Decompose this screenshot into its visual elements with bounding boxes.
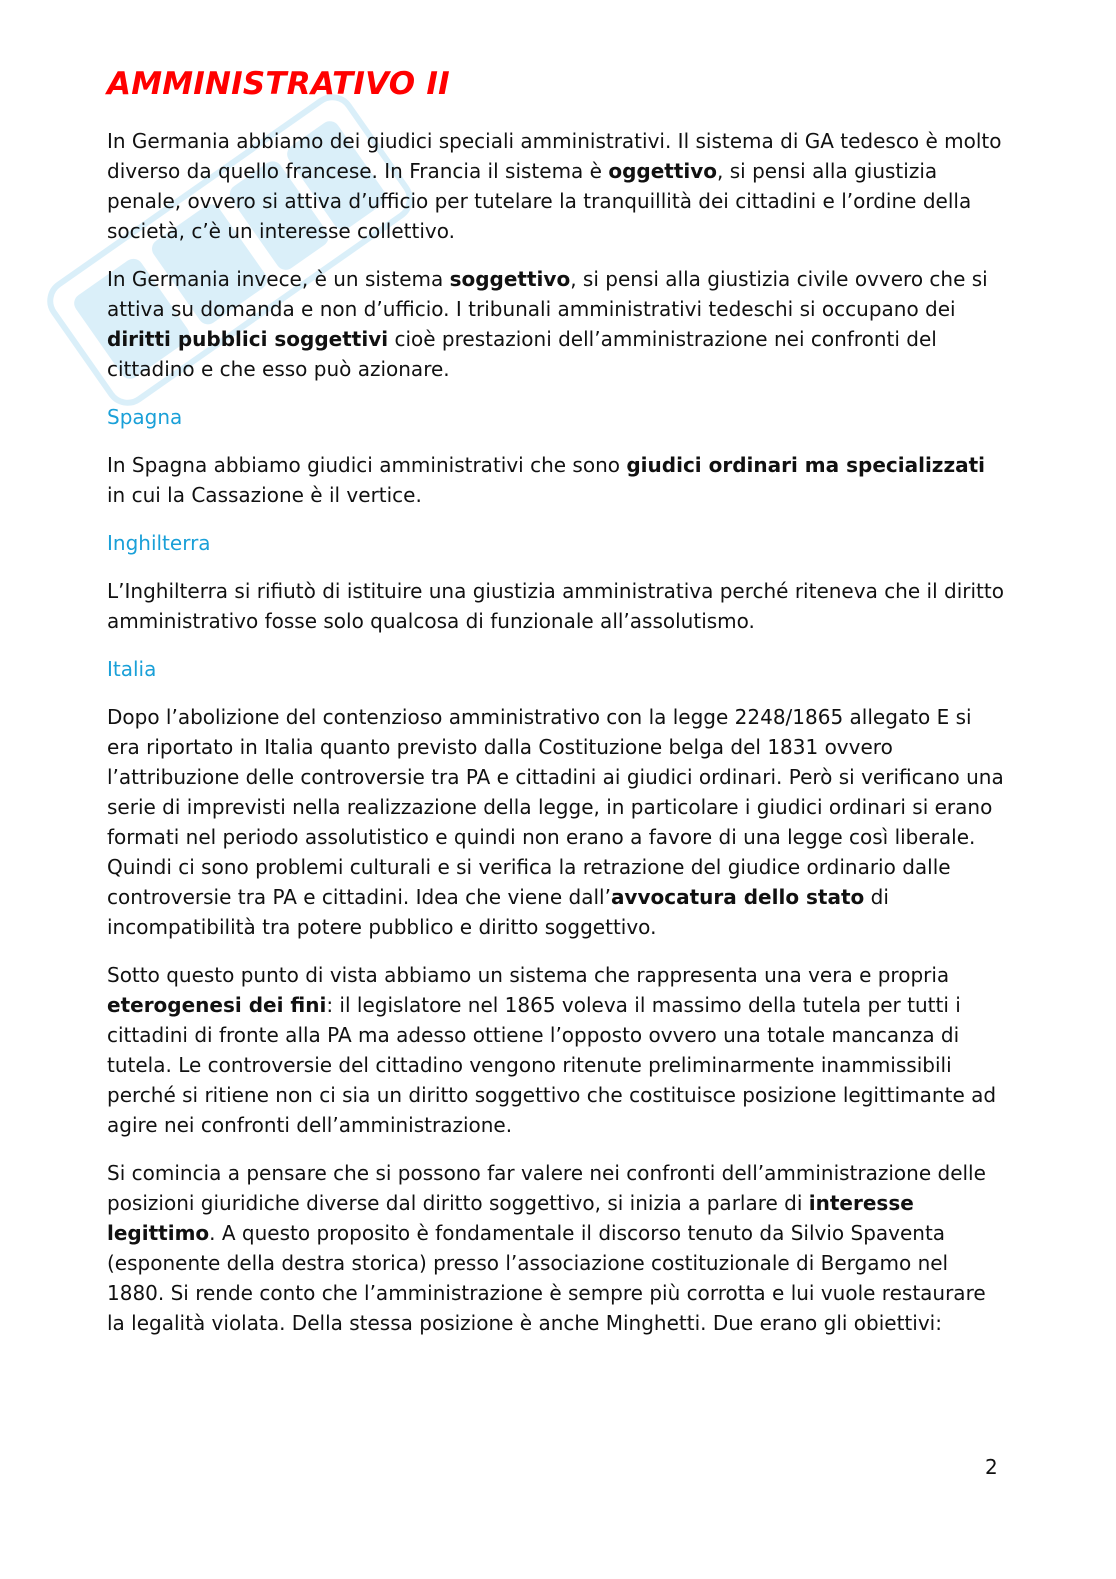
document-page [107,62,1007,1356]
document-body [107,126,1007,1338]
text-run: Si comincia a pensare che si possono far valere nei confronti dell’amministrazione delle posizioni giuridiche diverse dal diritto soggettivo, si inizia a parlare di [107,1161,986,1215]
bold-term: interesse legittimo [107,1191,914,1245]
section-heading: Spagna [107,405,183,429]
bold-term: diritti pubblici soggettivi [107,327,389,351]
text-run: In Germania abbiamo dei giudici speciali amministrativi. Il sistema di GA tedesco è molto diverso da quello francese. In Francia il sistema è [107,129,1002,183]
paragraph [107,960,1007,1140]
text-run: in cui la Cassazione è il vertice. [107,483,422,507]
text-run: L’Inghilterra si rifiutò di istituire una giustizia amministrativa perché riteneva che il diritto amministrativo fosse solo qualcosa di funzionale all’assolutismo. [107,579,1004,633]
text-run: Dopo l’abolizione del contenzioso amministrativo con la legge 2248/1865 allegato E si era riportato in Italia quanto previsto dalla Costituzione belga del 1831 ovvero l’attribuzione delle controversie tra PA e cittadini ai giudici ordinari. Però si verificano una serie di imprevisti nella realizzazione della legge, in particolare i giudici ordinari si erano formati nel periodo assolutistico e quindi non erano a favore di una legge così liberale. Quindi ci sono problemi culturali e si verifica la retrazione del giudice ordinario dalle controversie tra PA e cittadini. Idea che viene dall’ [107,705,1004,909]
bold-term: avvocatura dello stato [610,885,865,909]
section-heading: Inghilterra [107,531,211,555]
text-run: . A questo proposito è fondamentale il discorso tenuto da Silvio Spaventa (esponente della destra storica) presso l’associazione costituzionale di Bergamo nel 1880. Si rende conto che l’amministrazione è sempre più corrotta e lui vuole restaurare la legalità violata. Della stessa posizione è anche Minghetti. Due erano gli obiettivi: [107,1221,986,1335]
paragraph [107,576,1007,636]
bold-term: oggettivo [608,159,718,183]
text-run: di incompatibilità tra potere pubblico e diritto soggettivo. [107,885,889,939]
page-title: AMMINISTRATIVO II [107,66,450,102]
paragraph [107,450,1007,510]
bold-term: eterogenesi dei fini [107,993,327,1017]
page-number: 2 [985,1455,998,1479]
bold-term: giudici ordinari ma specializzati [626,453,986,477]
paragraph [107,702,1007,942]
bold-term: soggettivo [449,267,571,291]
paragraph [107,126,1007,246]
text-run: : il legislatore nel 1865 voleva il massimo della tutela per tutti i cittadini di fronte alla PA ma adesso ottiene l’opposto ovvero una totale mancanza di tutela. Le controversie del cittadino vengono ritenute preliminarmente inammissibili perché si ritiene non ci sia un diritto soggettivo che costituisce posizione legittimante ad agire nei confronti dell’amministrazione. [107,993,997,1137]
text-run: In Spagna abbiamo giudici amministrativi che sono [107,453,627,477]
text-run: , si pensi alla giustizia penale, ovvero si attiva d’ufficio per tutelare la tranquillità dei cittadini e l’ordine della società, c’è un interesse collettivo. [107,159,972,243]
paragraph [107,264,1007,384]
text-run: In Germania invece, è un sistema [107,267,450,291]
paragraph [107,1158,1007,1338]
section-heading: Italia [107,657,157,681]
text-run: cioè prestazioni dell’amministrazione nei confronti del cittadino e che esso può azionare. [107,327,937,381]
text-run: , si pensi alla giustizia civile ovvero che si attiva su domanda e non d’ufficio. I tribunali amministrativi tedeschi si occupano dei [107,267,988,321]
text-run: Sotto questo punto di vista abbiamo un sistema che rappresenta una vera e propria [107,963,950,987]
